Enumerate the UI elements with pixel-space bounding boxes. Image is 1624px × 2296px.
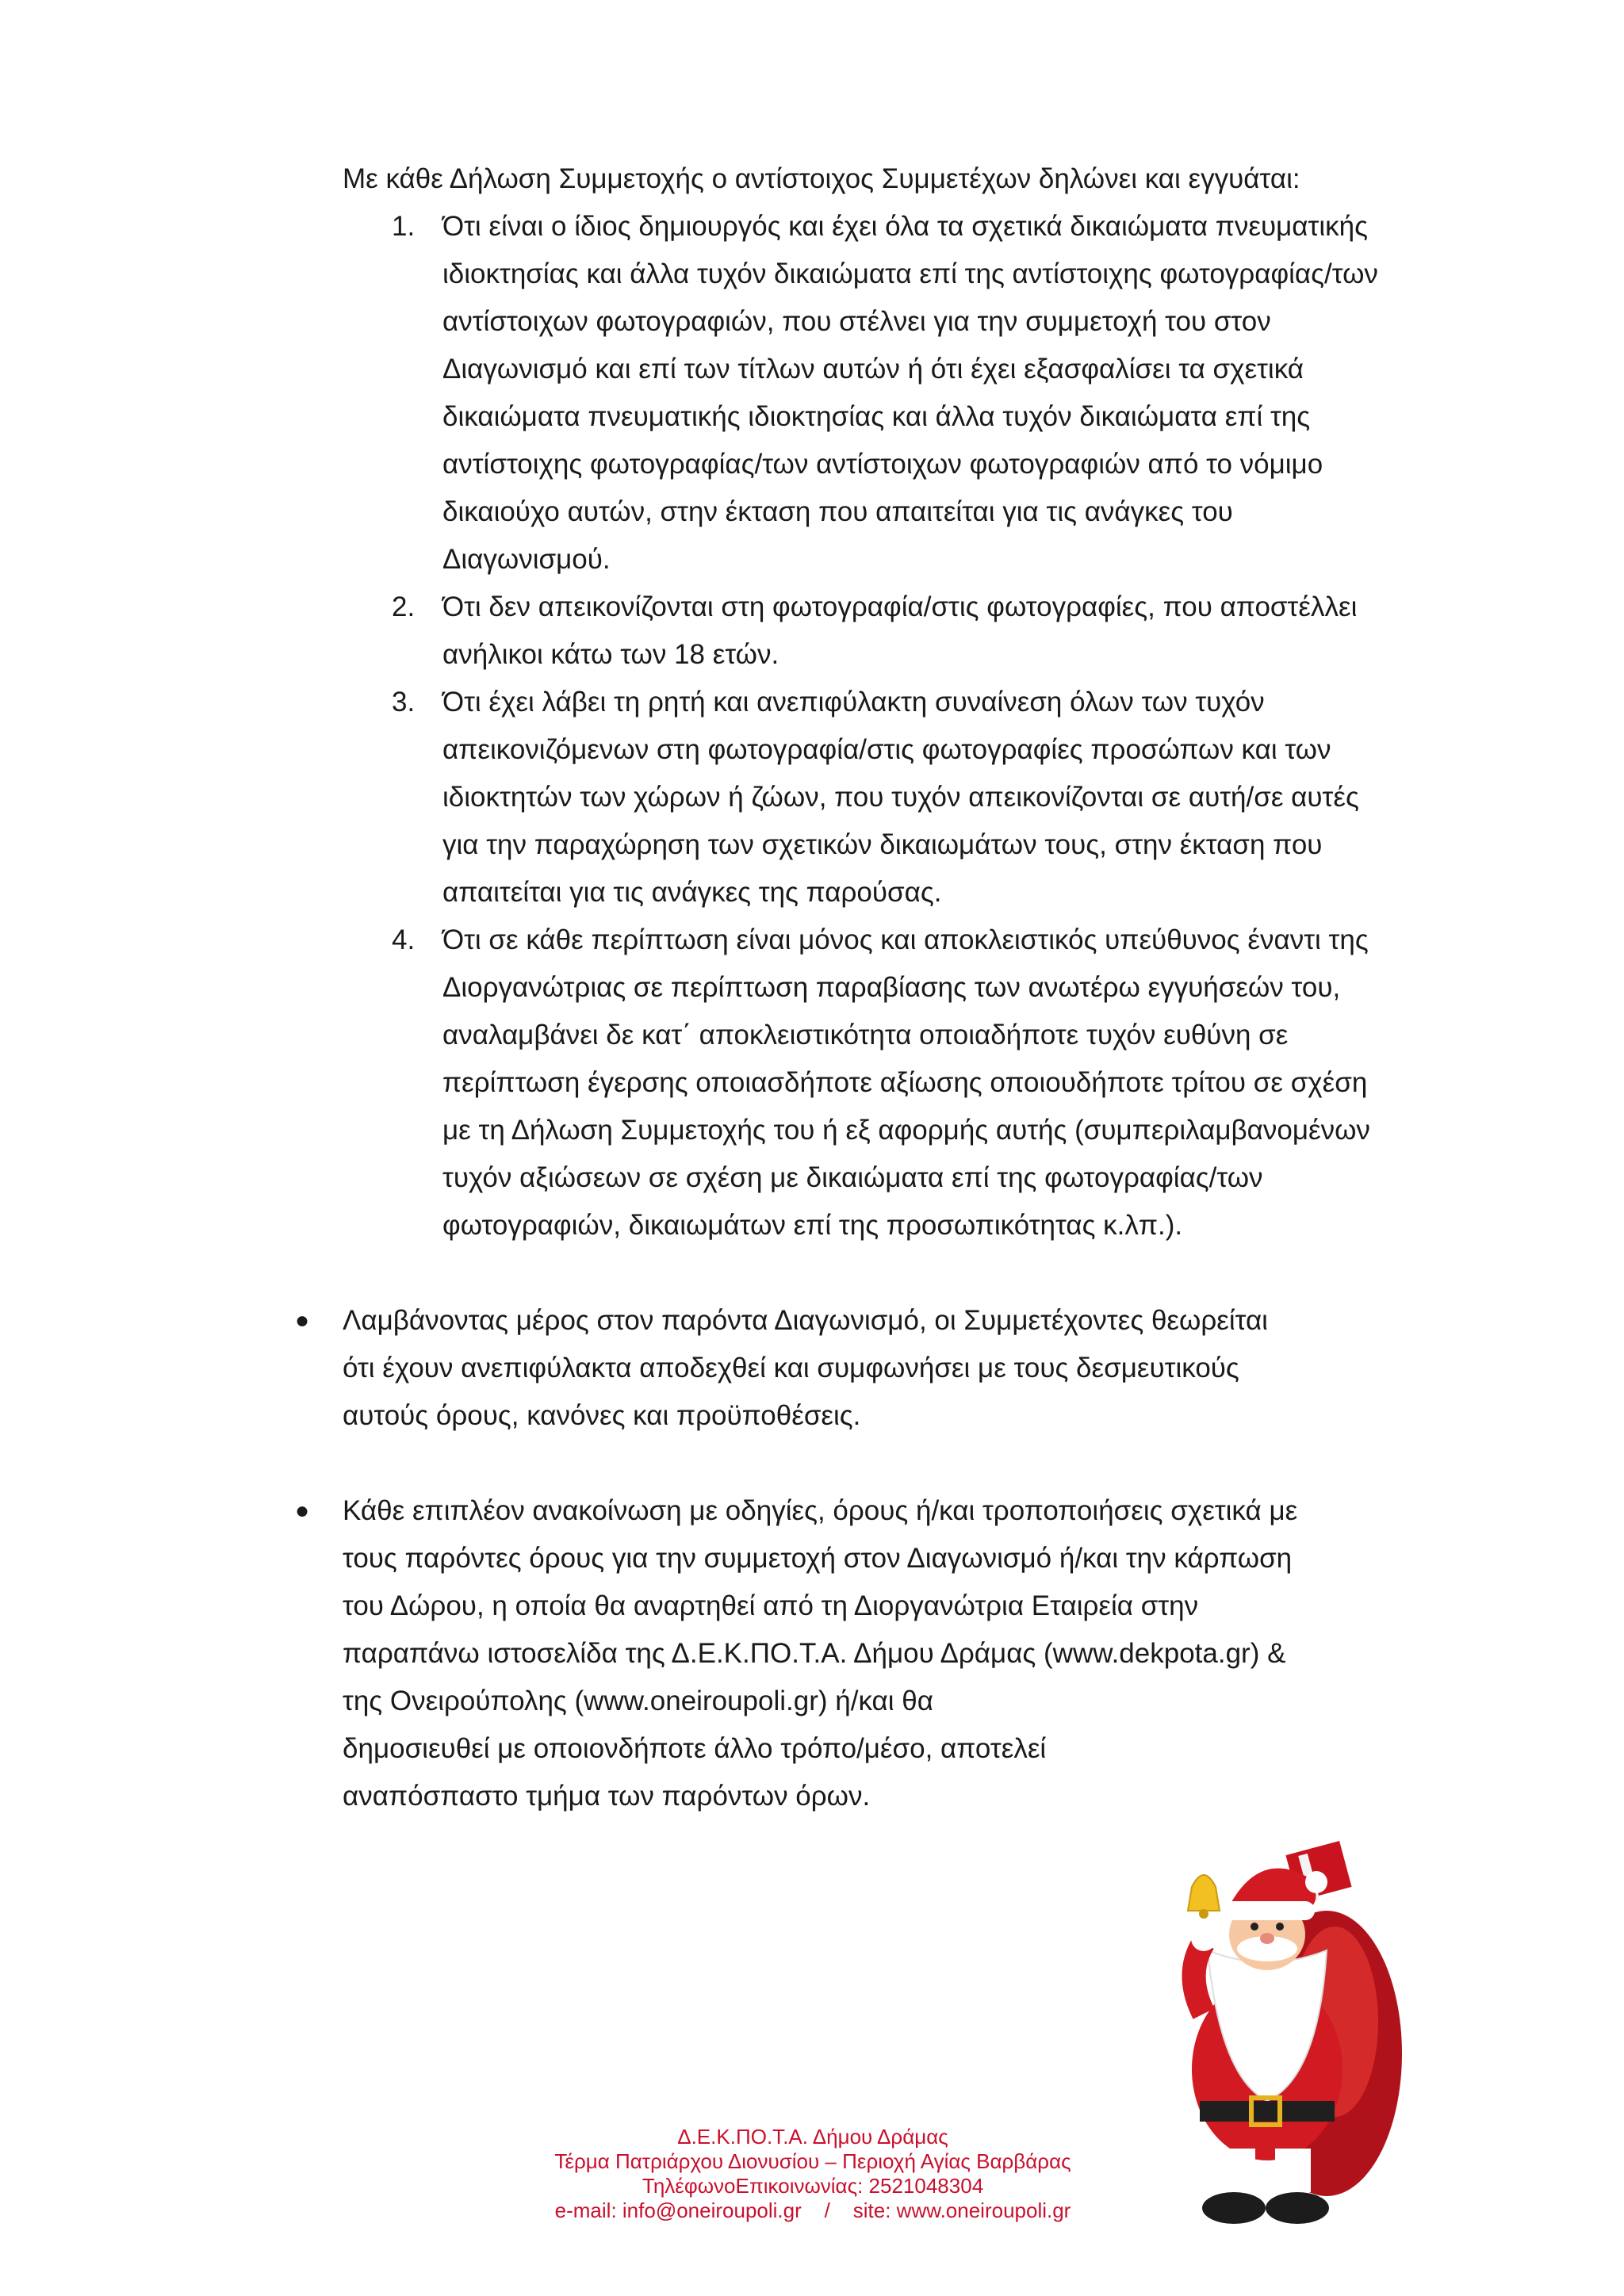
bullet-line: αναπόσπαστο τμήμα των παρόντων όρων.	[343, 1781, 871, 1812]
bullet-icon: ●	[295, 1307, 310, 1334]
bullet-line: αυτούς όρους, κανόνες και προϋποθέσεις.	[343, 1400, 861, 1431]
list-item-text: Ότι δεν απεικονίζονται στη φωτογραφία/στις φωτογραφίες, που αποστέλλει ανήλικοι κάτω των 18 ετών.	[442, 591, 1358, 670]
list-item-text: Ότι έχει λάβει τη ρητή και ανεπιφύλακτη συναίνεση όλων των τυχόν απεικονιζόμενων στη φωτογραφία/στις φωτογραφίες προσώπων και των ιδιοκτητών των χώρων ή ζώων, που τυχόν απεικονίζονται σε αυτή/σε αυτές για την παραχώρηση των σχετικών δικαιωμάτων τους, στην έκταση που απαιτείται για τις ανάγκες της παρούσας.	[442, 687, 1359, 908]
list-number: 1.	[392, 211, 416, 242]
guarantees-list	[343, 203, 1389, 1249]
bullet-line: παραπάνω ιστοσελίδα της Δ.Ε.Κ.ΠΟ.Τ.Α. Δήμου Δράμας (www.dekpota.gr) &	[343, 1638, 1286, 1669]
list-item	[343, 584, 1389, 679]
list-item-text: Ότι είναι ο ίδιος δημιουργός και έχει όλα τα σχετικά δικαιώματα πνευματικής ιδιοκτησίας και άλλα τυχόν δικαιώματα επί της αντίστοιχης φωτογραφίας/των αντίστοιχων φωτογραφιών, που στέλνει για την συμμετοχή του στον Διαγωνισμό και επί των τίτλων αυτών ή ότι έχει εξασφαλίσει τα σχετικά δικαιώματα πνευματικής ιδιοκτησίας και άλλα τυχόν δικαιώματα επί της αντίστοιχης φωτογραφίας/των αντίστοιχων φωτογραφιών από το νόμιμο δικαιούχο αυτών, στην έκταση που απαιτείται για τις ανάγκες του Διαγωνισμού.	[442, 211, 1378, 575]
bullet-line: δημοσιευθεί με οποιονδήποτε άλλο τρόπο/μέσο, αποτελεί	[343, 1733, 1047, 1764]
bullet-line: της Ονειρούπολης (www.oneiroupoli.gr) ή/και θα	[343, 1686, 933, 1716]
list-number: 3.	[392, 687, 416, 718]
footer-organization: Δ.Ε.Κ.ΠΟ.Τ.Α. Δήμου Δράμας	[677, 2125, 948, 2149]
bullet-line: Λαμβάνοντας μέρος στον παρόντα Διαγωνισμό, οι Συμμετέχοντες θεωρείται	[343, 1305, 1268, 1336]
bullet-item	[295, 1297, 1389, 1440]
santa-claus-icon	[1172, 1816, 1402, 2228]
list-item	[343, 203, 1389, 584]
bullet-line: ότι έχουν ανεπιφύλακτα αποδεχθεί και συμφωνήσει με τους δεσμευτικούς	[343, 1353, 1239, 1383]
bullet-line: τους παρόντες όρους για την συμμετοχή στον Διαγωνισμό ή/και την κάρπωση	[343, 1543, 1293, 1574]
bullet-line: Κάθε επιπλέον ανακοίνωση με οδηγίες, όρους ή/και τροποποιήσεις σχετικά με	[343, 1495, 1298, 1526]
footer	[428, 2125, 1197, 2223]
list-item-text: Ότι σε κάθε περίπτωση είναι μόνος και αποκλειστικός υπεύθυνος έναντι της Διοργανώτριας σε περίπτωση παραβίασης των ανωτέρω εγγυήσεών του, αναλαμβάνει δε κατ΄ αποκλειστικότητα οποιαδήποτε τυχόν ευθύνη σε περίπτωση έγερσης οποιασδήποτε αξίωσης οποιουδήποτε τρίτου σε σχέση με τη Δήλωση Συμμετοχής του ή εξ αφορμής αυτής (συμπεριλαμβανομένων τυχόν αξιώσεων σε σχέση με δικαιώματα επί της φωτογραφίας/των φωτογραφιών, δικαιωμάτων επί της προσωπικότητας κ.λπ.).	[442, 924, 1370, 1241]
bullet-item	[295, 1487, 1389, 1820]
intro-paragraph: Με κάθε Δήλωση Συμμετοχής ο αντίστοιχος Συμμετέχων δηλώνει και εγγυάται:	[343, 163, 1300, 194]
bullet-icon: ●	[295, 1498, 310, 1524]
footer-contact: e-mail: info@oneiroupoli.gr / site: www.oneiroupoli.gr	[554, 2198, 1071, 2222]
terms-bullet-list	[295, 1297, 1389, 1820]
footer-address: Τέρμα Πατριάρχου Διονυσίου – Περιοχή Αγίας Βαρβάρας	[554, 2149, 1071, 2173]
document-body	[295, 155, 1389, 1820]
list-number: 2.	[392, 591, 416, 622]
footer-phone: ΤηλέφωνοΕπικοινωνίας: 2521048304	[642, 2174, 984, 2198]
list-item	[343, 916, 1389, 1249]
bullet-line: του Δώρου, η οποία θα αναρτηθεί από τη Διοργανώτρια Εταιρεία στην	[343, 1590, 1199, 1621]
list-item	[343, 679, 1389, 916]
list-number: 4.	[392, 924, 416, 955]
